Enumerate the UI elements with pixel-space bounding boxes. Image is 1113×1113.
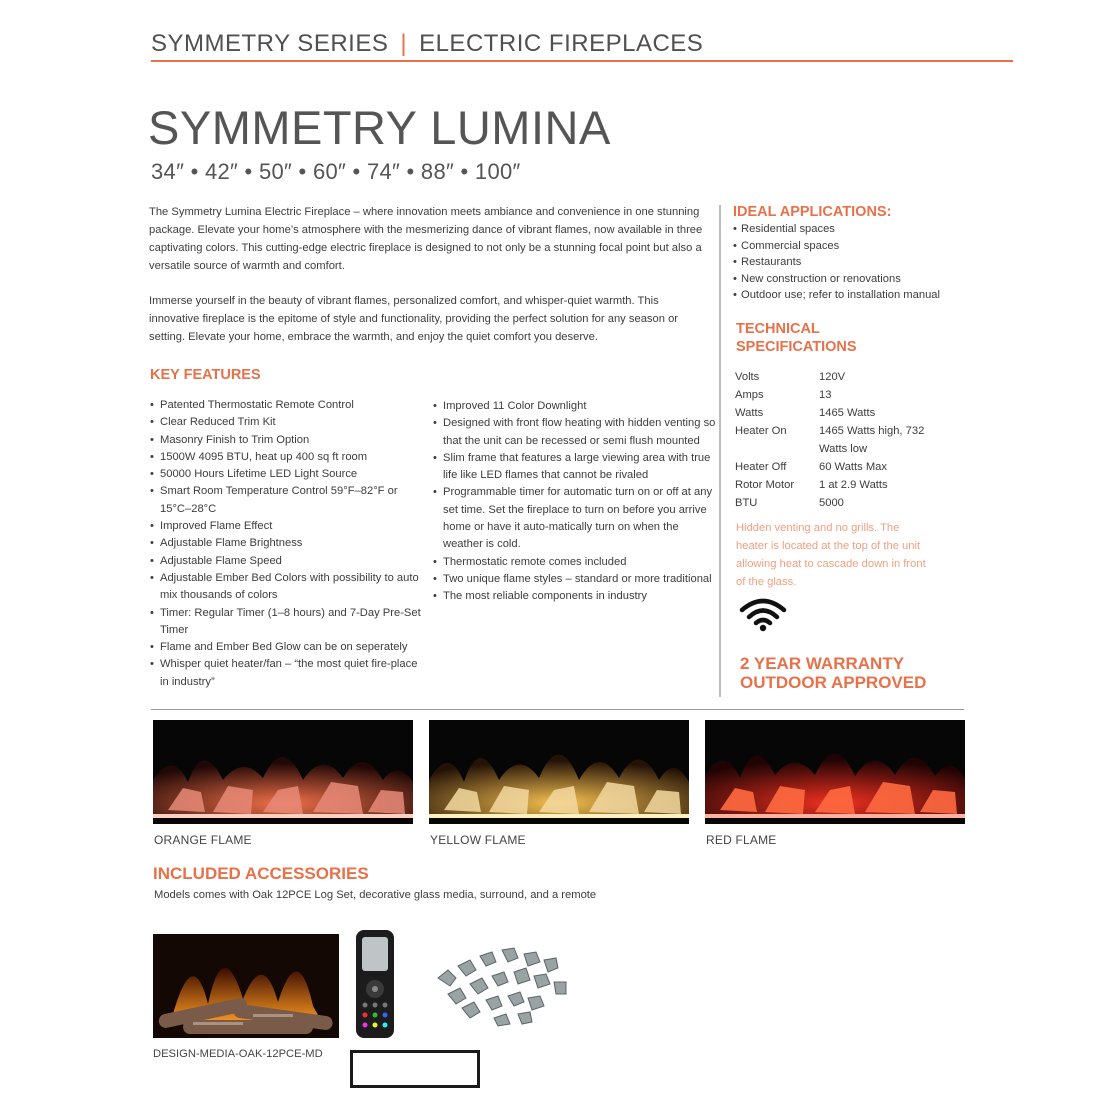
feature-item: • Two unique flame styles – standard or more traditional	[433, 571, 718, 588]
tech-specs-heading-line: SPECIFICATIONS	[736, 339, 857, 355]
feature-item: • Thermostatic remote comes included	[433, 554, 718, 571]
spec-label: Watts	[735, 407, 764, 419]
ideal-applications-list	[733, 221, 993, 304]
spec-label: BTU	[735, 497, 758, 509]
warranty-text: 2 YEAR WARRANTY	[740, 654, 905, 673]
sidebar-divider	[719, 205, 721, 697]
spec-row	[735, 458, 939, 476]
key-features-heading: KEY FEATURES	[150, 367, 261, 383]
spec-value: 1 at 2.9 Watts	[819, 479, 888, 491]
feature-item: • The most reliable components in industry	[433, 588, 718, 605]
spec-row	[735, 386, 939, 404]
spec-label: Rotor Motor	[735, 479, 795, 491]
series-category: ELECTRIC FIREPLACES	[419, 30, 704, 57]
series-name: SYMMETRY SERIES	[151, 30, 389, 57]
feature-item: • Smart Room Temperature Control 59°F–82°F or 15°C–28°C	[150, 483, 425, 518]
flame-caption: ORANGE FLAME	[154, 833, 252, 847]
red-flame-image	[705, 720, 965, 824]
log-set-icon	[153, 934, 339, 1038]
application-item: • Outdoor use; refer to installation manual	[733, 287, 993, 304]
feature-item: • Timer: Regular Timer (1–8 hours) and 7-Day Pre-Set Timer	[150, 605, 425, 640]
feature-item: • Designed with front flow heating with hidden venting so that the unit can be recessed or semi flush mounted	[433, 415, 718, 450]
spec-value: 13	[819, 389, 832, 401]
remote-icon	[355, 929, 395, 1039]
feature-item: • Masonry Finish to Trim Option	[150, 432, 425, 449]
outdoor-approved-text: OUTDOOR APPROVED	[740, 673, 927, 692]
feature-item: • Whisper quiet heater/fan – “the most quiet fire-place in industry”	[150, 656, 425, 691]
spec-row	[735, 494, 939, 512]
feature-item: • Flame and Ember Bed Glow can be on seperately	[150, 639, 425, 656]
feature-item: • Adjustable Flame Brightness	[150, 535, 425, 552]
header-rule	[151, 60, 1013, 62]
header-separator: |	[400, 30, 408, 57]
spec-value: 120V	[819, 371, 846, 383]
feature-item: • 1500W 4095 BTU, heat up 400 sq ft room	[150, 449, 425, 466]
feature-item: • Improved Flame Effect	[150, 518, 425, 535]
spec-row	[735, 368, 939, 386]
glass-media-icon	[428, 938, 570, 1028]
log-set-caption: DESIGN-MEDIA-OAK-12PCE-MD	[153, 1048, 323, 1060]
flame-caption: RED FLAME	[706, 833, 777, 847]
series-header	[151, 30, 703, 58]
tech-specs-heading	[736, 320, 857, 356]
warranty-block	[740, 654, 926, 692]
orange-flame-image	[153, 720, 413, 824]
spec-label: Amps	[735, 389, 764, 401]
spec-label: Heater On	[735, 425, 787, 437]
wifi-icon	[738, 596, 788, 632]
flame-caption: YELLOW FLAME	[430, 833, 526, 847]
feature-item: • Programmable timer for automatic turn on or off at any set time. Set the fireplace to turn on before you arrive home or have it auto-matically turn on when the weather is cold.	[433, 484, 718, 553]
spec-value: 1465 Watts	[819, 407, 876, 419]
application-item: • Residential spaces	[733, 221, 993, 238]
feature-item: • Slim frame that features a large viewing area with true life like LED flames that cannot be rivaled	[433, 450, 718, 485]
product-sizes: 34″ • 42″ • 50″ • 60″ • 74″ • 88″ • 100″	[151, 159, 521, 184]
tech-specs-heading-line: TECHNICAL	[736, 321, 820, 337]
section-rule	[151, 709, 964, 710]
accessories-heading: INCLUDED ACCESSORIES	[153, 864, 369, 883]
spec-row	[735, 404, 939, 422]
key-features-right-list	[433, 398, 718, 606]
tech-specs-table	[735, 368, 939, 512]
feature-item: • Adjustable Flame Speed	[150, 553, 425, 570]
intro-paragraph: Immerse yourself in the beauty of vibrant flames, personalized comfort, and whisper-quiet warmth. This innovative fireplace is the epitome of style and functionality, providing the perfect solution for any season or setting. Elevate your home, embrace the warmth, and enjoy the quiet comfort you deserve.	[149, 295, 679, 343]
application-item: • New construction or renovations	[733, 271, 993, 288]
feature-item: • Patented Thermostatic Remote Control	[150, 397, 425, 414]
ideal-applications-heading: IDEAL APPLICATIONS:	[733, 204, 892, 220]
spec-value: 1465 Watts high, 732 Watts low	[819, 425, 925, 455]
surround-icon	[350, 1050, 480, 1088]
spec-value: 5000	[819, 497, 844, 509]
spec-label: Volts	[735, 371, 760, 383]
feature-item: • Adjustable Ember Bed Colors with possibility to auto mix thousands of colors	[150, 570, 425, 605]
feature-item: • 50000 Hours Lifetime LED Light Source	[150, 466, 425, 483]
intro-text	[149, 203, 704, 363]
feature-item: • Improved 11 Color Downlight	[433, 398, 718, 415]
spec-value: 60 Watts Max	[819, 461, 887, 473]
spec-row	[735, 476, 939, 494]
application-item: • Commercial spaces	[733, 238, 993, 255]
intro-paragraph: The Symmetry Lumina Electric Fireplace – where innovation meets ambiance and convenience in one stunning package. Elevate your home’s atmosphere with the mesmerizing dance of vibrant flames, now available in three captivating colors. This cutting-edge electric fireplace is designed to not only be a stunning focal point but also a versatile source of warmth and comfort.	[149, 206, 703, 272]
accessories-description: Models comes with Oak 12PCE Log Set, decorative glass media, surround, and a remote	[154, 889, 597, 901]
spec-label: Heater Off	[735, 461, 787, 473]
application-item: • Restaurants	[733, 254, 993, 271]
yellow-flame-image	[429, 720, 689, 824]
product-title: SYMMETRY LUMINA	[148, 101, 611, 154]
venting-note: Hidden venting and no grills. The heater is located at the top of the unit allowing heat to cascade down in front of the glass.	[736, 522, 926, 588]
spec-row	[735, 422, 939, 458]
key-features-left-list	[150, 397, 425, 691]
feature-item: • Clear Reduced Trim Kit	[150, 414, 425, 431]
